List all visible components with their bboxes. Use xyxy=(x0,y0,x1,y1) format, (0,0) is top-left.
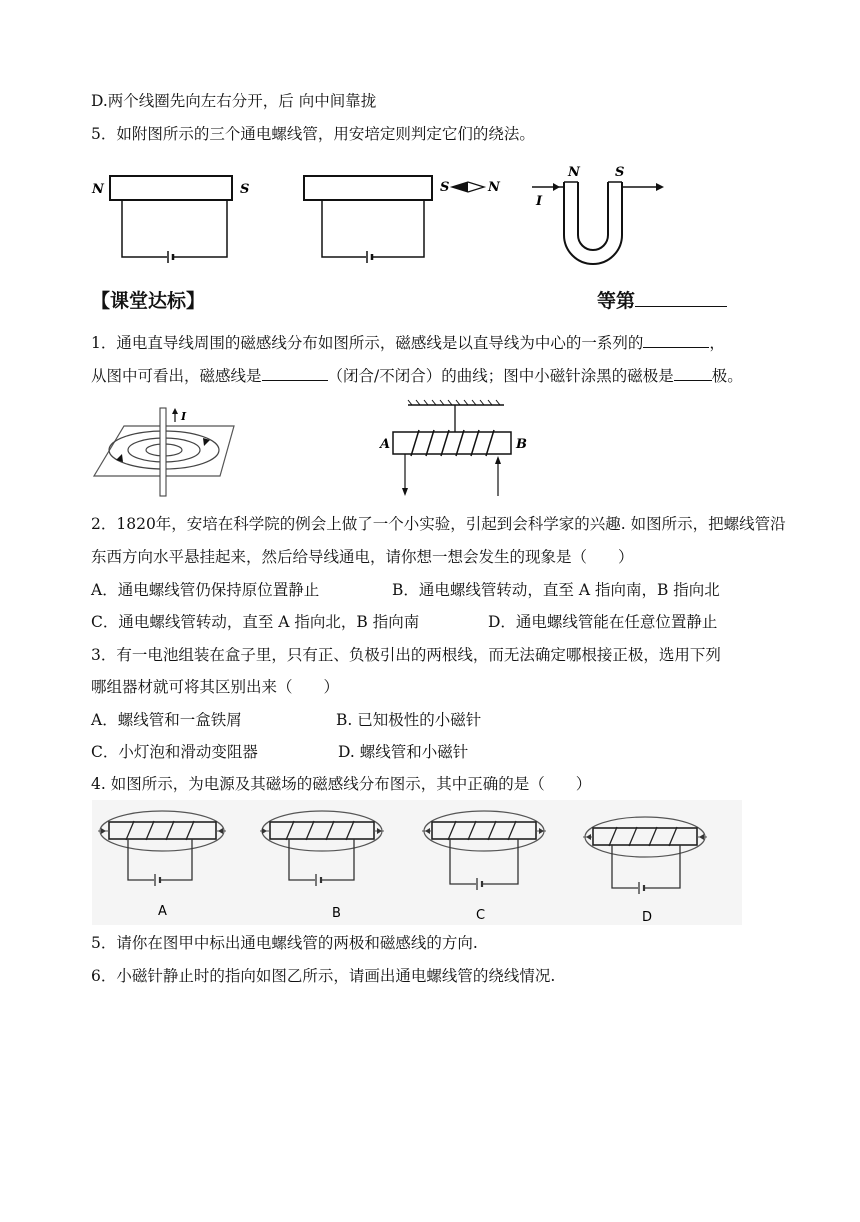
q4-options-figure xyxy=(92,800,742,925)
q1-blank-3[interactable] xyxy=(674,364,712,381)
q3-option-a: A．螺线管和一盒铁屑 xyxy=(91,711,242,729)
wire-field-figure xyxy=(92,404,252,499)
solenoid-end-b-label: B xyxy=(516,437,527,452)
q3-line-2: 哪组器材就可将其区别出来（ ） xyxy=(91,678,340,696)
q1-text-b-mid: （闭合/不闭合）的曲线；图中小磁针涂黑的磁极是 xyxy=(327,367,674,385)
q1-text-b-start: 从图中可看出，磁感线是 xyxy=(91,367,262,385)
caption-d: D xyxy=(642,910,653,925)
q5-prompt: 5．如附图所示的三个通电螺线管，用安培定则判定它们的绕法。 xyxy=(91,125,535,143)
hanging-solenoid-figure xyxy=(378,400,528,500)
q1-text-b-end: 极。 xyxy=(711,367,743,385)
q2-line-2: 东西方向水平悬挂起来，然后给导线通电，请你想一想会发生的现象是（ ） xyxy=(91,548,634,566)
q3-option-b: B. 已知极性的小磁针 xyxy=(336,711,482,729)
wire-current-label: I xyxy=(181,410,187,423)
option-d-text: D.两个线圈先向左右分开，后 向中间靠拢 xyxy=(91,92,377,110)
q1-line-2 xyxy=(91,364,743,387)
magnet1-n-label: N xyxy=(92,182,104,197)
q2-option-b: B．通电螺线管转动，直至 A 指向南，B 指向北 xyxy=(392,581,720,599)
q1-blank-2[interactable] xyxy=(262,364,328,381)
q2-line-1: 2．1820年，安培在科学院的例会上做了一个小实验，引起到会科学家的兴趣. 如图所示，把螺线管沿 xyxy=(91,515,786,533)
grade-label xyxy=(597,290,727,312)
solenoid-end-a-label: A xyxy=(380,437,391,452)
u-s-label: S xyxy=(615,165,625,180)
q4-prompt: 4. 如图所示，为电源及其磁场的磁感线分布图示，其中正确的是（ ） xyxy=(91,775,592,793)
q6-instruction: 6．小磁针静止时的指向如图乙所示，请画出通电螺线管的绕线情况. xyxy=(91,967,556,985)
u-current-label: I xyxy=(536,194,543,209)
q3-line-1: 3．有一电池组装在盒子里，只有正、负极引出的两根线，而无法确定哪根接正极，选用下列 xyxy=(91,646,721,664)
magnet2-s-label: S xyxy=(440,180,450,195)
q1-text-a-end: ， xyxy=(709,334,725,352)
q1-text-a: 1．通电直导线周围的磁感线分布如图所示，磁感线是以直导线为中心的一系列的 xyxy=(91,334,644,352)
q1-blank-1[interactable] xyxy=(643,331,709,348)
u-n-label: N xyxy=(568,165,580,180)
q1-line-1 xyxy=(91,331,725,354)
caption-b: B xyxy=(332,906,341,921)
q3-option-d: D. 螺线管和小磁针 xyxy=(338,743,469,761)
grade-blank[interactable] xyxy=(635,290,727,307)
magnet2-needle-n-label: N xyxy=(488,180,500,195)
caption-a: A xyxy=(158,904,167,919)
magnet1-s-label: S xyxy=(240,182,250,197)
q5-solenoid-figure xyxy=(90,160,690,275)
q5-instruction: 5．请你在图甲中标出通电螺线管的两极和磁感线的方向. xyxy=(91,934,478,952)
caption-c: C xyxy=(476,908,486,923)
q2-option-d: D．通电螺线管能在任意位置静止 xyxy=(488,613,718,631)
q2-option-c: C．通电螺线管转动，直至 A 指向北，B 指向南 xyxy=(91,613,420,631)
section-title: 【课堂达标】 xyxy=(91,290,206,312)
grade-label-text: 等第 xyxy=(597,290,636,312)
q3-option-c: C．小灯泡和滑动变阻器 xyxy=(91,743,258,761)
q2-option-a: A．通电螺线管仍保持原位置静止 xyxy=(91,581,320,599)
